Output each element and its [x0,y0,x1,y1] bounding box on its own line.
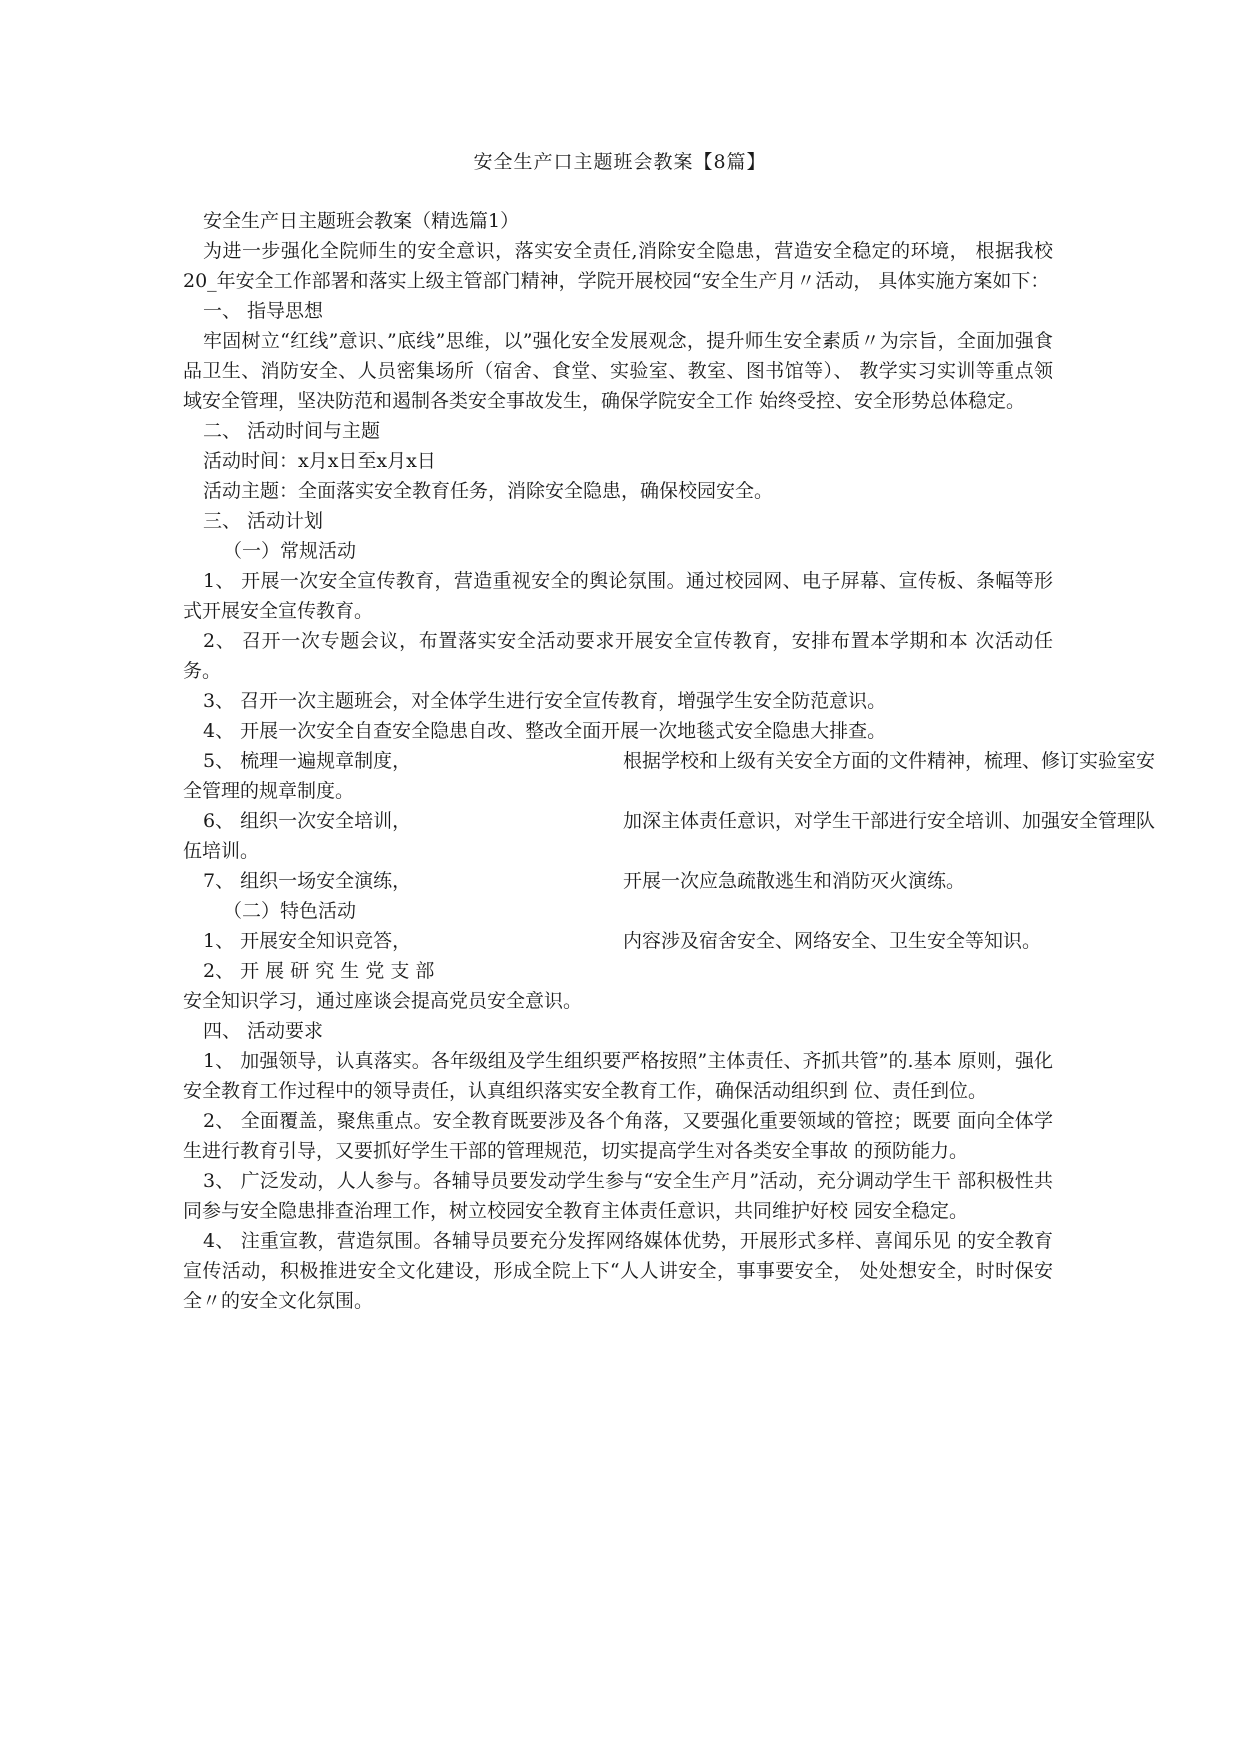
routine-item-5-detail: 根据学校和上级有关安全方面的文件精神，梳理、修订实验室安 [623,750,1156,772]
routine-item-3: 3、 召开一次主题班会，对全体学生进行安全宣传教育，增强学生安全防范意识。 [203,690,887,712]
section-3-heading: 三、 活动计划 [203,510,324,532]
routine-item-7-title: 7、 组织一场安全演练， [203,870,412,892]
routine-item-6-detail: 加深主体责任意识，对学生干部进行安全培训、加强安全管理队 [623,810,1156,832]
activity-theme: 活动主题：全面落实安全教育任务，消除安全隐患，确保校园安全。 [203,480,774,502]
document-body [183,206,1156,1316]
routine-item-5 [183,746,1156,776]
routine-item-6-title: 6、 组织一次安全培训， [203,810,412,832]
intro-paragraph: 为进一步强化全院师生的安全意识，落实安全责任,消除安全隐患，营造安全稳定的环境， 根据我校20_年安全工作部署和落实上级主管部门精神，学院开展校园“安全生产月〃活动， 具体实施方案如下： [183,240,1053,292]
routine-item-5-title: 5、 梳理一遍规章制度， [203,750,412,772]
requirement-3: 3、 广泛发动，人人参与。各辅导员要发动学生参与“安全生产月”活动，充分调动学生干 部积极性共同参与安全隐患排查治理工作，树立校园安全教育主体责任意识，共同维护好校 园安全稳定。 [183,1170,1053,1222]
section-1-heading: 一、 指导思想 [203,300,324,322]
section-1-text: 牢固树立“红线”意识、”底线”思维，以”强化安全发展观念，提升师生安全素质〃为宗旨，全面加强食品卫生、消防安全、人员密集场所（宿舍、食堂、实验室、教室、图书馆等）、 教学实习实训等重点领域安全管理，坚决防范和遏制各类安全事故发生，确保学院安全工作 始终受控、安全形势总体稳定。 [183,330,1053,412]
special-item-2-continued: 安全知识学习，通过座谈会提高党员安全意识。 [183,990,583,1012]
special-item-1-detail: 内容涉及宿舍安全、网络安全、卫生安全等知识。 [623,930,1042,952]
routine-item-7 [183,866,1053,896]
special-item-1-title: 1、 开展安全知识竞答， [203,930,412,952]
routine-activities-heading: （一）常规活动 [223,540,357,562]
document-title: 安全生产口主题班会教案【8篇】 [473,151,767,173]
requirement-4: 4、 注重宣教，营造氛围。各辅导员要充分发挥网络媒体优势，开展形式多样、喜闻乐见 的安全教育宣传活动，积极推进安全文化建设，形成全院上下“人人讲安全，事事要安全， 处处想安全，时时保安全〃的安全文化氛围。 [183,1230,1053,1312]
section-4-heading: 四、 活动要求 [203,1020,324,1042]
routine-item-6-continued: 伍培训。 [183,840,260,862]
sub-title: 安全生产日主题班会教案（精选篇1） [203,210,520,232]
routine-item-4: 4、 开展一次安全自查安全隐患自改、整改全面开展一次地毯式安全隐患大排查。 [203,720,887,742]
routine-item-1: 1、 开展一次安全宣传教育，营造重视安全的舆论氛围。通过校园网、电子屏幕、宣传板、条幅等形式开展安全宣传教育。 [183,570,1053,622]
section-2-heading: 二、 活动时间与主题 [203,420,381,442]
routine-item-7-detail: 开展一次应急疏散逃生和消防灭火演练。 [623,870,966,892]
special-item-1 [183,926,1053,956]
special-item-2 [183,956,1053,986]
requirement-2: 2、 全面覆盖，聚焦重点。安全教育既要涉及各个角落，又要强化重要领域的管控；既要 面向全体学生进行教育引导，又要抓好学生干部的管理规范，切实提高学生对各类安全事故 的预防能力。 [183,1110,1053,1162]
routine-item-6 [183,806,1156,836]
routine-item-2: 2、 召开一次专题会议，布置落实安全活动要求开展安全宣传教育，安排布置本学期和本 次活动任务。 [183,630,1053,682]
special-item-2-title: 2、 开 展 研 究 生 党 支 部 [203,960,435,982]
routine-item-5-continued: 全管理的规章制度。 [183,780,355,802]
activity-time: 活动时间：x月x日至x月x日 [203,450,436,472]
special-activities-heading: （二）特色活动 [223,900,357,922]
requirement-1: 1、 加强领导，认真落实。各年级组及学生组织要严格按照”主体责任、齐抓共管”的.基本 原则，强化安全教育工作过程中的领导责任，认真组织落实安全教育工作，确保活动组织到 位、责任到位。 [183,1050,1053,1102]
